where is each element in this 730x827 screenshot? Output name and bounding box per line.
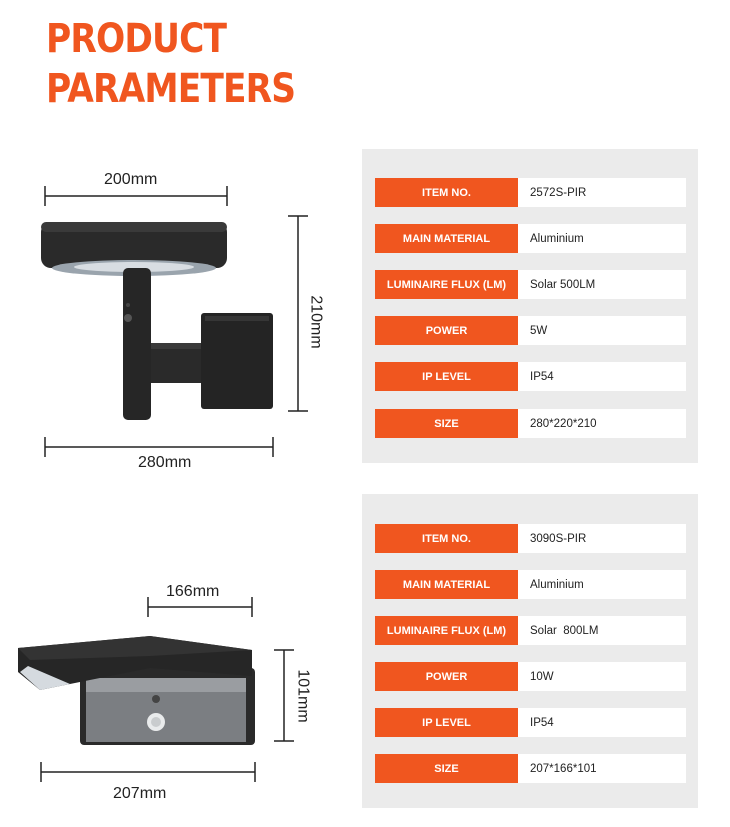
spec-value: IP54 (518, 362, 686, 391)
spec-row (375, 570, 686, 599)
spec-row (375, 224, 686, 253)
spec-label: ITEM NO. (375, 178, 518, 207)
title-line-2: PARAMETERS (46, 66, 296, 112)
spec-value: 10W (518, 662, 686, 691)
lamp-2-body (18, 636, 255, 745)
spec-value: Solar 500LM (518, 270, 686, 299)
spec-row (375, 524, 686, 553)
spec-value: 3090S-PIR (518, 524, 686, 553)
spec-label: IP LEVEL (375, 362, 518, 391)
spec-label: LUMINAIRE FLUX (LM) (375, 616, 518, 645)
spec-value: Aluminium (518, 224, 686, 253)
spec-row (375, 754, 686, 783)
spec-label: IP LEVEL (375, 708, 518, 737)
spec-value: Aluminium (518, 570, 686, 599)
spec-label: ITEM NO. (375, 524, 518, 553)
spec-value: 2572S-PIR (518, 178, 686, 207)
spec-label: LUMINAIRE FLUX (LM) (375, 270, 518, 299)
dim-line-depth-2 (41, 762, 255, 782)
dim-line-height-1 (288, 216, 308, 411)
spec-label: SIZE (375, 409, 518, 438)
spec-panel-2 (362, 494, 698, 808)
spec-row (375, 409, 686, 438)
spec-label: MAIN MATERIAL (375, 570, 518, 599)
spec-value: IP54 (518, 708, 686, 737)
dim-label-width-1: 200mm (104, 171, 158, 188)
dim-label-depth-1: 280mm (138, 454, 192, 471)
spec-label: MAIN MATERIAL (375, 224, 518, 253)
spec-label: SIZE (375, 754, 518, 783)
spec-value: 207*166*101 (518, 754, 686, 783)
spec-row (375, 270, 686, 299)
spec-row (375, 362, 686, 391)
lamp-1-body (41, 222, 273, 420)
spec-label: POWER (375, 316, 518, 345)
dim-label-height-1: 210mm (307, 295, 325, 349)
spec-row (375, 616, 686, 645)
spec-panel-1 (362, 149, 698, 463)
dim-label-width-2: 166mm (166, 583, 220, 600)
spec-row (375, 316, 686, 345)
dim-label-height-2: 101mm (294, 669, 312, 723)
spec-value: 280*220*210 (518, 409, 686, 438)
spec-label: POWER (375, 662, 518, 691)
spec-value: Solar 800LM (518, 616, 686, 645)
spec-row (375, 662, 686, 691)
spec-value: 5W (518, 316, 686, 345)
dim-line-height-2 (274, 650, 294, 741)
spec-row (375, 708, 686, 737)
dim-label-depth-2: 207mm (113, 785, 167, 802)
spec-row (375, 178, 686, 207)
dim-line-width-1 (45, 186, 227, 206)
title-line-1: PRODUCT (46, 16, 227, 62)
